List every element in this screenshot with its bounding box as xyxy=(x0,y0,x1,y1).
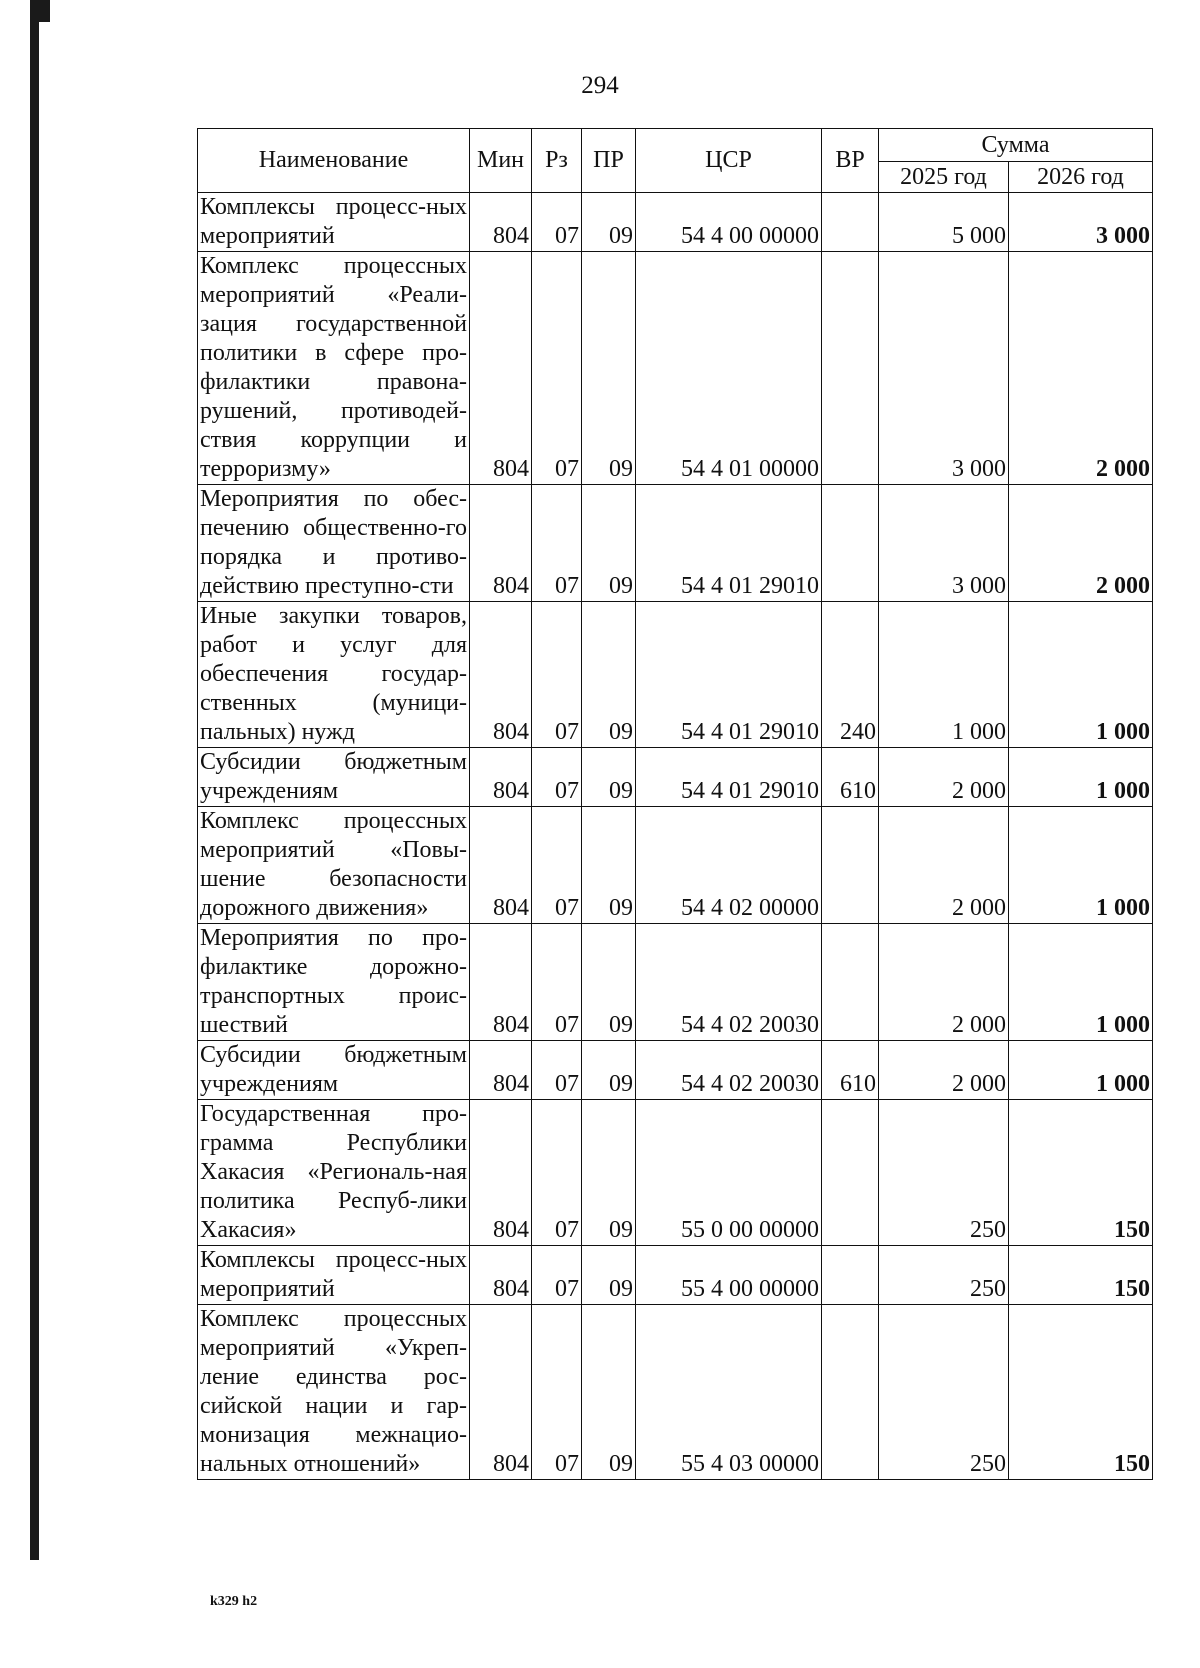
cell-csr: 54 4 02 20030 xyxy=(636,924,822,1041)
cell-2025: 250 xyxy=(879,1305,1009,1480)
cell-rz: 07 xyxy=(532,1246,582,1305)
cell-vr xyxy=(822,807,879,924)
cell-pr: 09 xyxy=(582,1246,636,1305)
table-row xyxy=(198,1246,1153,1305)
table-row xyxy=(198,485,1153,602)
cell-min: 804 xyxy=(470,748,532,807)
table-header xyxy=(198,129,1153,193)
cell-name: Мероприятия по обес-печению общественно-го порядка и противо-действию преступно-сти xyxy=(198,485,470,602)
page-number: 294 xyxy=(581,72,619,99)
cell-name: Комплекс процессных мероприятий «Повы-шение безопасности дорожного движения» xyxy=(198,807,470,924)
cell-2026: 2 000 xyxy=(1009,252,1153,485)
cell-2025: 250 xyxy=(879,1100,1009,1246)
cell-vr xyxy=(822,252,879,485)
table-row xyxy=(198,748,1153,807)
cell-csr: 54 4 01 29010 xyxy=(636,748,822,807)
cell-name: Комплекс процессных мероприятий «Реали-зация государственной политики в сфере про-филактики правона-рушений, противодей-ствия коррупции и терроризму» xyxy=(198,252,470,485)
scan-edge-shadow xyxy=(30,0,39,1560)
header-csr: ЦСР xyxy=(636,129,822,193)
cell-rz: 07 xyxy=(532,193,582,252)
cell-csr: 54 4 00 00000 xyxy=(636,193,822,252)
cell-vr: 240 xyxy=(822,602,879,748)
header-min: Мин xyxy=(470,129,532,193)
cell-name: Государственная про-грамма Республики Хакасия «Региональ-ная политика Респуб-лики Хакасия» xyxy=(198,1100,470,1246)
header-name: Наименование xyxy=(198,129,470,193)
cell-vr xyxy=(822,1305,879,1480)
cell-2025: 1 000 xyxy=(879,602,1009,748)
cell-pr: 09 xyxy=(582,485,636,602)
cell-pr: 09 xyxy=(582,1041,636,1100)
cell-2026: 1 000 xyxy=(1009,924,1153,1041)
cell-2025: 5 000 xyxy=(879,193,1009,252)
footer-code: k329 h2 xyxy=(210,1594,258,1609)
cell-name: Субсидии бюджетным учреждениям xyxy=(198,748,470,807)
cell-csr: 54 4 01 29010 xyxy=(636,602,822,748)
cell-2026: 150 xyxy=(1009,1246,1153,1305)
cell-2026: 1 000 xyxy=(1009,602,1153,748)
cell-rz: 07 xyxy=(532,924,582,1041)
table-row xyxy=(198,252,1153,485)
cell-pr: 09 xyxy=(582,1100,636,1246)
cell-min: 804 xyxy=(470,1041,532,1100)
cell-2025: 2 000 xyxy=(879,748,1009,807)
budget-table xyxy=(197,128,1153,1480)
cell-rz: 07 xyxy=(532,807,582,924)
cell-vr xyxy=(822,1246,879,1305)
cell-name: Комплекс процессных мероприятий «Укреп-ление единства рос-сийской нации и гар-монизация межнацио-нальных отношений» xyxy=(198,1305,470,1480)
cell-csr: 55 0 00 00000 xyxy=(636,1100,822,1246)
cell-csr: 55 4 00 00000 xyxy=(636,1246,822,1305)
cell-vr xyxy=(822,193,879,252)
cell-pr: 09 xyxy=(582,924,636,1041)
cell-csr: 54 4 01 29010 xyxy=(636,485,822,602)
cell-2025: 2 000 xyxy=(879,1041,1009,1100)
cell-min: 804 xyxy=(470,1305,532,1480)
cell-vr: 610 xyxy=(822,748,879,807)
cell-pr: 09 xyxy=(582,193,636,252)
cell-csr: 55 4 03 00000 xyxy=(636,1305,822,1480)
table-row xyxy=(198,807,1153,924)
cell-pr: 09 xyxy=(582,748,636,807)
table-row xyxy=(198,1305,1153,1480)
cell-2026: 3 000 xyxy=(1009,193,1153,252)
cell-min: 804 xyxy=(470,924,532,1041)
cell-2025: 3 000 xyxy=(879,252,1009,485)
cell-pr: 09 xyxy=(582,1305,636,1480)
cell-csr: 54 4 01 00000 xyxy=(636,252,822,485)
header-pr: ПР xyxy=(582,129,636,193)
cell-2026: 150 xyxy=(1009,1100,1153,1246)
cell-min: 804 xyxy=(470,193,532,252)
cell-rz: 07 xyxy=(532,1100,582,1246)
cell-2025: 2 000 xyxy=(879,924,1009,1041)
cell-2025: 2 000 xyxy=(879,807,1009,924)
cell-vr xyxy=(822,485,879,602)
table-row xyxy=(198,602,1153,748)
table-row xyxy=(198,924,1153,1041)
cell-rz: 07 xyxy=(532,1041,582,1100)
cell-rz: 07 xyxy=(532,1305,582,1480)
scan-edge-mark xyxy=(36,0,50,22)
cell-min: 804 xyxy=(470,1100,532,1246)
table-row xyxy=(198,1100,1153,1246)
cell-2025: 3 000 xyxy=(879,485,1009,602)
header-rz: Рз xyxy=(532,129,582,193)
table-row xyxy=(198,1041,1153,1100)
cell-2026: 1 000 xyxy=(1009,807,1153,924)
cell-csr: 54 4 02 20030 xyxy=(636,1041,822,1100)
cell-name: Субсидии бюджетным учреждениям xyxy=(198,1041,470,1100)
cell-name: Комплексы процесс-ных мероприятий xyxy=(198,193,470,252)
cell-rz: 07 xyxy=(532,602,582,748)
cell-min: 804 xyxy=(470,602,532,748)
cell-2026: 1 000 xyxy=(1009,748,1153,807)
cell-rz: 07 xyxy=(532,485,582,602)
header-year-2025: 2025 год xyxy=(879,162,1009,193)
cell-2026: 1 000 xyxy=(1009,1041,1153,1100)
cell-name: Комплексы процесс-ных мероприятий xyxy=(198,1246,470,1305)
cell-2026: 2 000 xyxy=(1009,485,1153,602)
cell-name: Мероприятия по про-филактике дорожно-транспортных проис-шествий xyxy=(198,924,470,1041)
cell-rz: 07 xyxy=(532,252,582,485)
cell-pr: 09 xyxy=(582,602,636,748)
table-body xyxy=(198,193,1153,1480)
cell-csr: 54 4 02 00000 xyxy=(636,807,822,924)
cell-min: 804 xyxy=(470,1246,532,1305)
cell-2025: 250 xyxy=(879,1246,1009,1305)
cell-pr: 09 xyxy=(582,807,636,924)
table-row xyxy=(198,193,1153,252)
cell-rz: 07 xyxy=(532,748,582,807)
header-vr: ВР xyxy=(822,129,879,193)
cell-vr xyxy=(822,1100,879,1246)
cell-vr xyxy=(822,924,879,1041)
cell-name: Иные закупки товаров, работ и услуг для обеспечения государ-ственных (муници-пальных) нужд xyxy=(198,602,470,748)
cell-2026: 150 xyxy=(1009,1305,1153,1480)
cell-min: 804 xyxy=(470,485,532,602)
cell-min: 804 xyxy=(470,807,532,924)
header-year-2026: 2026 год xyxy=(1009,162,1153,193)
header-sum: Сумма xyxy=(879,129,1153,162)
cell-pr: 09 xyxy=(582,252,636,485)
cell-vr: 610 xyxy=(822,1041,879,1100)
cell-min: 804 xyxy=(470,252,532,485)
